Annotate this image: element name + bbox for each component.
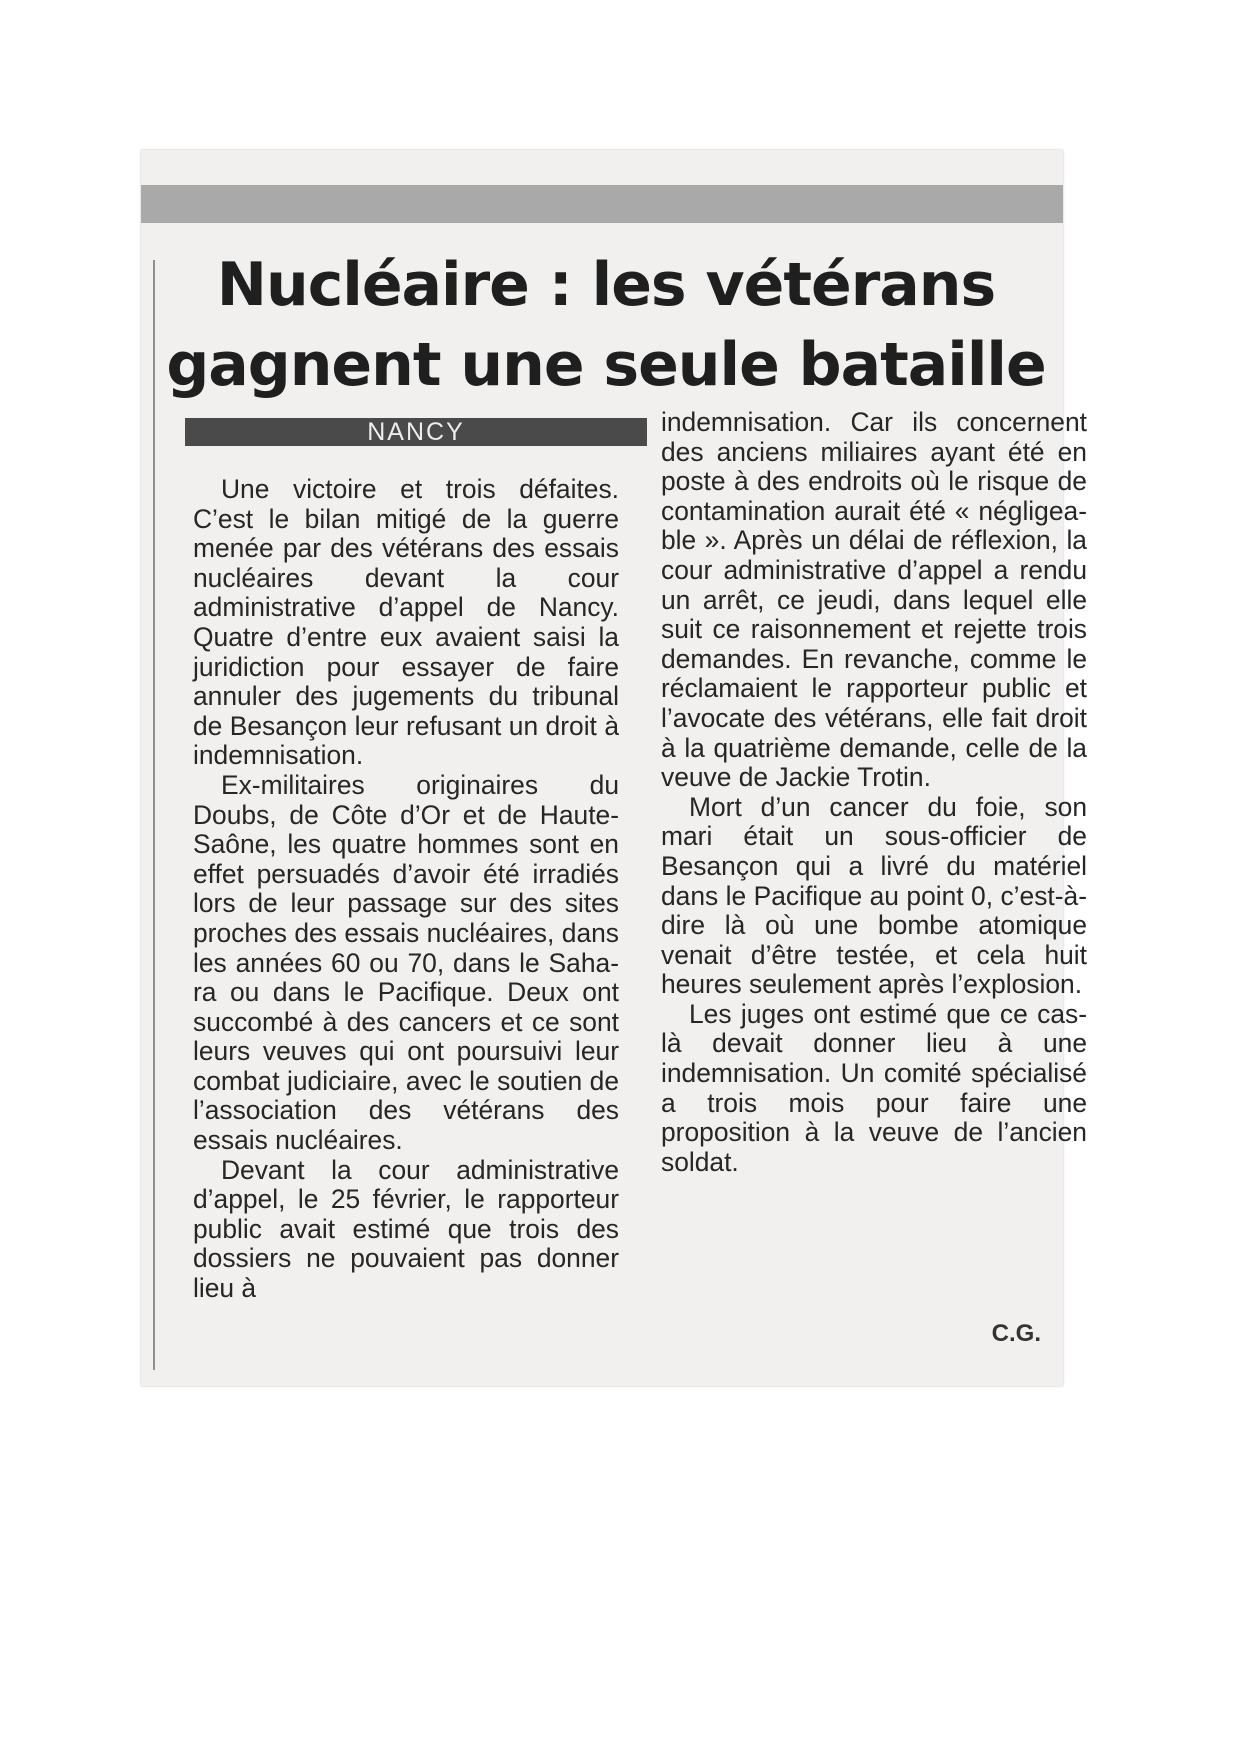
newspaper-clipping: [141, 150, 1087, 1386]
left-column: [193, 475, 619, 1375]
column-rule: [153, 260, 155, 1370]
paragraph: Les juges ont estimé que ce cas-là devait donner lieu à une indemnisation. Un comité spécialisé a trois mois pour faire une proposition à la veuve de l’ancien soldat.: [661, 998, 1087, 1177]
paragraph: indemnisation. Car ils concernent des anciens miliaires ayant été en poste à des endroits où le risque de contamination aurait été « négligeable ». Après un délai de réflexion, la cour administrative d’appel a rendu un arrêt, ce jeudi, dans lequel elle suit ce raisonnement et rejette trois demandes. En revanche, comme le réclamaient le rapporteur public et l’avocate des vétérans, elle fait droit à la quatrième demande, celle de la veuve de Jackie Trotin.: [661, 407, 1087, 793]
author-signature: C.G.: [991, 1320, 1041, 1347]
dateline: NANCY: [185, 418, 647, 446]
right-column: [661, 408, 1087, 1368]
paragraph: Ex-militaires originaires du Doubs, de Côte d’Or et de Haute-Saône, les quatre hommes sont en effet persuadés d’avoir été irradiés lors de leur passage sur des sites proches des essais nucléaires, dans les années 60 ou 70, dans le Sahara ou dans le Pacifique. Deux ont succombé à des cancers et ce sont leurs veuves qui ont poursuivi leur combat judiciaire, avec le soutien de l’association des vétérans des essais nucléaires.: [193, 769, 619, 1156]
header-band: [141, 185, 1063, 223]
paragraph: Mort d’un cancer du foie, son mari était un sous-officier de Besançon qui a livré du matériel dans le Pacifique au point 0, c’est-à-dire là où une bombe atomique venait d’être testée, et cela huit heures seulement après l’explosion.: [661, 791, 1087, 1000]
paragraph: Une victoire et trois défaites. C’est le bilan mitigé de la guerre menée par des vétérans des essais nucléaires devant la cour administrative d’appel de Nancy. Quatre d’entre eux avaient saisi la juridiction pour essayer de faire annuler des jugements du tribunal de Besançon leur refusant un droit à indemnisation.: [193, 474, 619, 771]
headline: Nucléaire : les vétérans gagnent une seule bataille: [166, 250, 1046, 400]
paragraph: Devant la cour administrative d’appel, le 25 février, le rapporteur public avait estimé que trois des dossiers ne pouvaient pas donner lieu à: [193, 1154, 619, 1304]
